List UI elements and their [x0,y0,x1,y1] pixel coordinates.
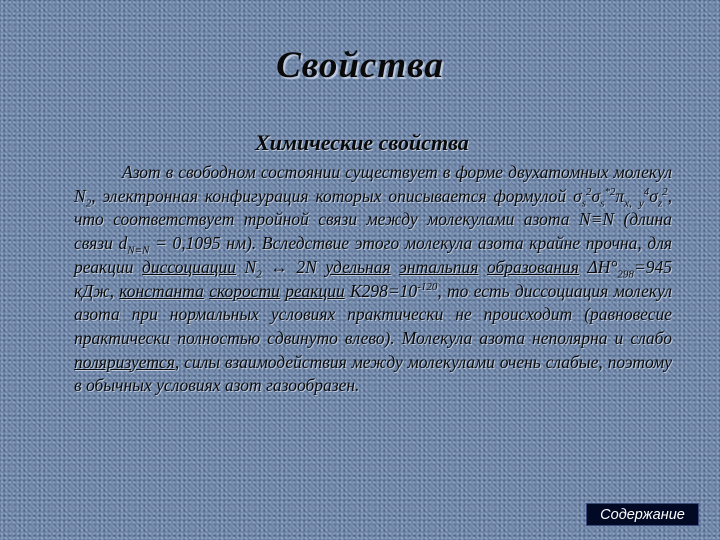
link-dissociation[interactable]: диссоциации [142,256,236,277]
text-run: К298=10 [344,280,418,301]
superscript: 4 [643,185,650,198]
text-run: = 0,1095 нм). Вследствие этого молекула азота крайне прочна, для реакции [74,233,672,277]
subscript: s [581,197,587,210]
text-run: , силы взаимодействия между молекулами очень слабые, поэтому в обычных условиях азот газообразен. [74,351,672,396]
superscript: 2 [586,185,592,198]
text-run: ↔ 2N [261,256,326,277]
subscript: x, [624,197,632,210]
text-run [391,257,400,277]
text-run: , что соответствует тройной связи между молекулами азота N≡N (длина связи d [74,185,673,254]
subscript: s [600,197,605,210]
superscript: *2 [604,185,616,198]
text-run [632,186,639,206]
text-run: N [235,256,257,277]
subscript: N≡N [127,244,150,257]
text-run: Азот в свободном состоянии существует в форме двухатомных молекул N [74,162,672,206]
slide-subtitle: Химические свойства [255,130,469,155]
body-paragraph [74,161,672,398]
link-specific[interactable]: удельная [325,256,391,277]
text-run [478,257,487,277]
text-run: σ [649,185,658,206]
subscript: 2 [85,197,92,210]
link-enthalpy[interactable]: энтальпия [399,256,479,277]
link-constant[interactable]: константа [119,280,204,301]
superscript: -120 [417,280,438,293]
superscript: 2 [662,185,668,198]
text-run: π [615,185,625,206]
link-rate[interactable]: скорости [209,280,280,301]
subscript: z [657,197,663,210]
link-formation[interactable]: образования [486,256,579,277]
text-run: σ [591,185,601,206]
subscript: 298 [617,268,634,281]
subscript: y [638,197,644,210]
slide-title: Свойства [276,45,444,86]
link-reaction[interactable]: реакции [285,280,345,301]
link-polarized[interactable]: поляризуется [74,351,175,372]
text-run: =945 кДж, [74,256,672,301]
text-run: , электронная конфигурация которых описывается формулой σ [91,185,582,206]
contents-button[interactable]: Содержание [586,503,699,526]
text-run: , то есть диссоциация молекул азота при нормальных условиях практически не происходит (равновесие практически полностью сдвинуто влево). Молекула азота неполярна и слабо [74,280,673,348]
subscript: 2 [256,268,262,281]
text-run: ΔH° [578,256,618,277]
